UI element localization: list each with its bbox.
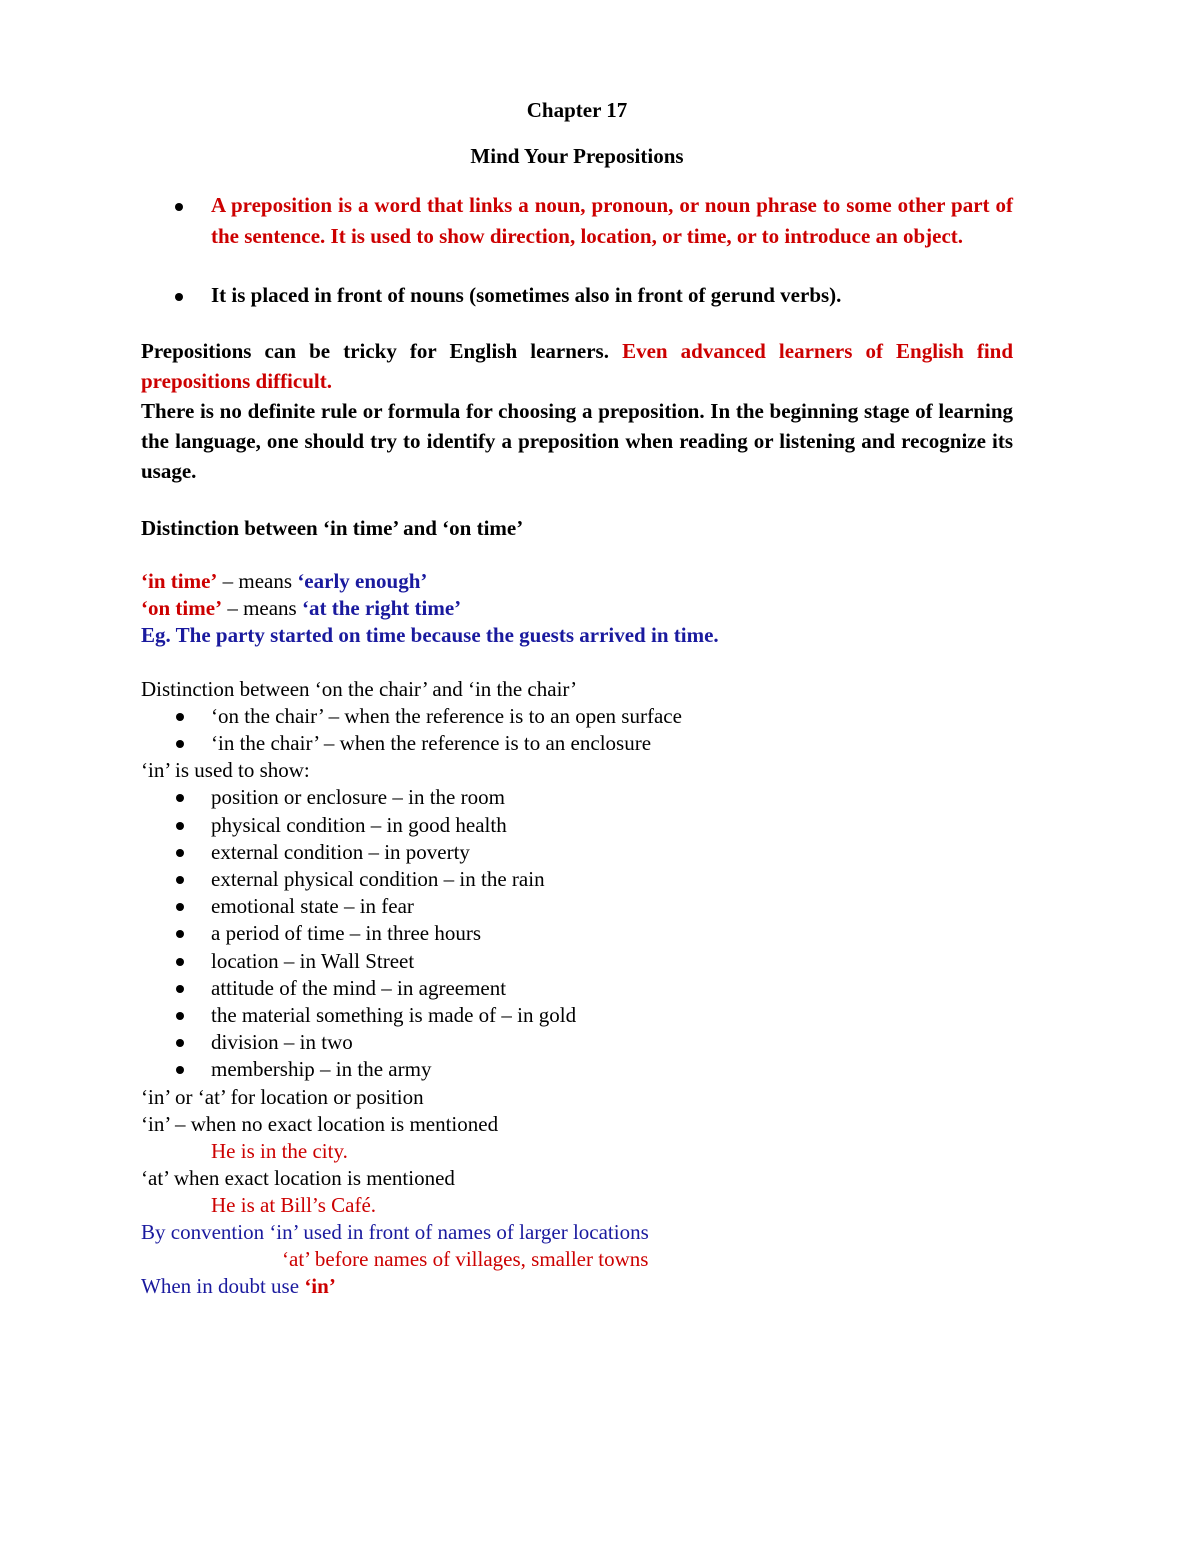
list-item: [141, 1056, 1013, 1083]
bullet-icon: [176, 1066, 184, 1074]
paragraph-text: Prepositions can be tricky for English learners.: [141, 339, 609, 363]
list-item-text: ‘on the chair’ – when the reference is to an open surface: [211, 704, 682, 728]
list-item-text: A preposition is a word that links a noun, pronoun, or noun phrase to some other part of the sentence. It is used to show direction, location, or time, or to introduce an object.: [211, 193, 1013, 248]
doubt-line: [141, 1273, 1013, 1300]
list-item-text: physical condition – in good health: [211, 812, 507, 837]
bullet-icon: [176, 822, 184, 830]
convention-line-in: By convention ‘in’ used in front of names of larger locations: [141, 1219, 649, 1244]
list-item: [141, 1029, 1013, 1056]
term: ‘on time’: [141, 596, 223, 620]
list-item: [141, 975, 1013, 1002]
doubt-word: ‘in’: [304, 1273, 336, 1298]
bullet-icon: [176, 958, 184, 966]
list-item-text: a period of time – in three hours: [211, 921, 482, 946]
bullet-icon: [176, 794, 184, 802]
list-item-text: external condition – in poverty: [211, 839, 470, 864]
bullet-icon: [176, 985, 184, 993]
bullet-icon: [176, 1012, 184, 1020]
paragraph-no-definite-rule: There is no definite rule or formula for choosing a preposition. In the beginning stage of learning the language, one should try to identify a preposition when reading or listening and recognize its usage.: [141, 399, 1013, 483]
list-item-text: membership – in the army: [211, 1057, 432, 1082]
in-usage-list: [141, 784, 1013, 1083]
convention-line-at: ‘at’ before names of villages, smaller towns: [282, 1246, 649, 1271]
list-item-text: It is placed in front of nouns (sometimes also in front of gerund verbs).: [211, 283, 842, 307]
in-time-definition: [141, 568, 1013, 595]
chair-bullet-list: [141, 703, 1013, 757]
list-item-text: the material something is made of – in gold: [211, 1003, 577, 1028]
at-example: He is at Bill’s Café.: [211, 1192, 377, 1217]
document-page: [141, 96, 1013, 1300]
paragraph-highlight: Even advanced learners of English find prepositions difficult.: [141, 339, 1014, 393]
list-item: [141, 866, 1013, 893]
chapter-number: Chapter 17: [526, 98, 628, 122]
chair-section: [141, 676, 1013, 757]
doubt-prefix: When in doubt use: [141, 1273, 305, 1298]
bullet-icon: [176, 930, 184, 938]
list-item: [141, 1002, 1013, 1029]
time-definitions: [141, 568, 1013, 649]
list-item: [141, 812, 1013, 839]
bullet-icon: [176, 740, 184, 748]
list-item: [141, 730, 1013, 757]
bullet-icon: [176, 1039, 184, 1047]
term: ‘in time’: [141, 569, 218, 593]
time-example: Eg. The party started on time because the guests arrived in time.: [141, 623, 719, 647]
intro-bullet-list: [141, 190, 1013, 311]
list-item-text: attitude of the mind – in agreement: [211, 975, 507, 1000]
list-item-text: division – in two: [211, 1030, 353, 1055]
in-rule: ‘in’ – when no exact location is mentioned: [141, 1111, 499, 1136]
list-item: [141, 280, 1013, 311]
list-item: [141, 839, 1013, 866]
location-heading: ‘in’ or ‘at’ for location or position: [141, 1084, 424, 1109]
on-time-definition: [141, 595, 1013, 622]
in-example: He is in the city.: [211, 1138, 348, 1163]
list-item-text: external physical condition – in the rain: [211, 867, 545, 892]
in-section: [141, 757, 1013, 1083]
in-section-heading: ‘in’ is used to show:: [141, 758, 310, 783]
list-item: [141, 893, 1013, 920]
chair-section-heading: Distinction between ‘on the chair’ and ‘in the chair’: [141, 677, 578, 701]
time-section-heading: Distinction between ‘in time’ and ‘on time’: [141, 516, 524, 540]
definition: ‘at the right time’: [301, 596, 462, 620]
at-rule: ‘at’ when exact location is mentioned: [141, 1165, 455, 1190]
bullet-icon: [176, 713, 184, 721]
list-item-text: position or enclosure – in the room: [211, 785, 505, 810]
paragraph-prepositions-tricky: [141, 336, 1013, 396]
list-item: [141, 920, 1013, 947]
list-item-text: location – in Wall Street: [211, 948, 415, 973]
bullet-icon: [175, 203, 183, 211]
bullet-icon: [176, 849, 184, 857]
bullet-icon: [176, 876, 184, 884]
chapter-title: Mind Your Prepositions: [470, 144, 684, 168]
location-section: [141, 1084, 1013, 1300]
bullet-icon: [176, 903, 184, 911]
list-item-text: emotional state – in fear: [211, 894, 414, 919]
list-item: [141, 784, 1013, 811]
list-item-text: ‘in the chair’ – when the reference is to an enclosure: [211, 731, 652, 756]
list-item: [141, 703, 1013, 730]
connector: – means: [217, 569, 298, 593]
bullet-icon: [175, 293, 183, 301]
connector: – means: [222, 596, 302, 620]
list-item: [141, 948, 1013, 975]
definition: ‘early enough’: [297, 569, 428, 593]
list-item: [141, 190, 1013, 252]
